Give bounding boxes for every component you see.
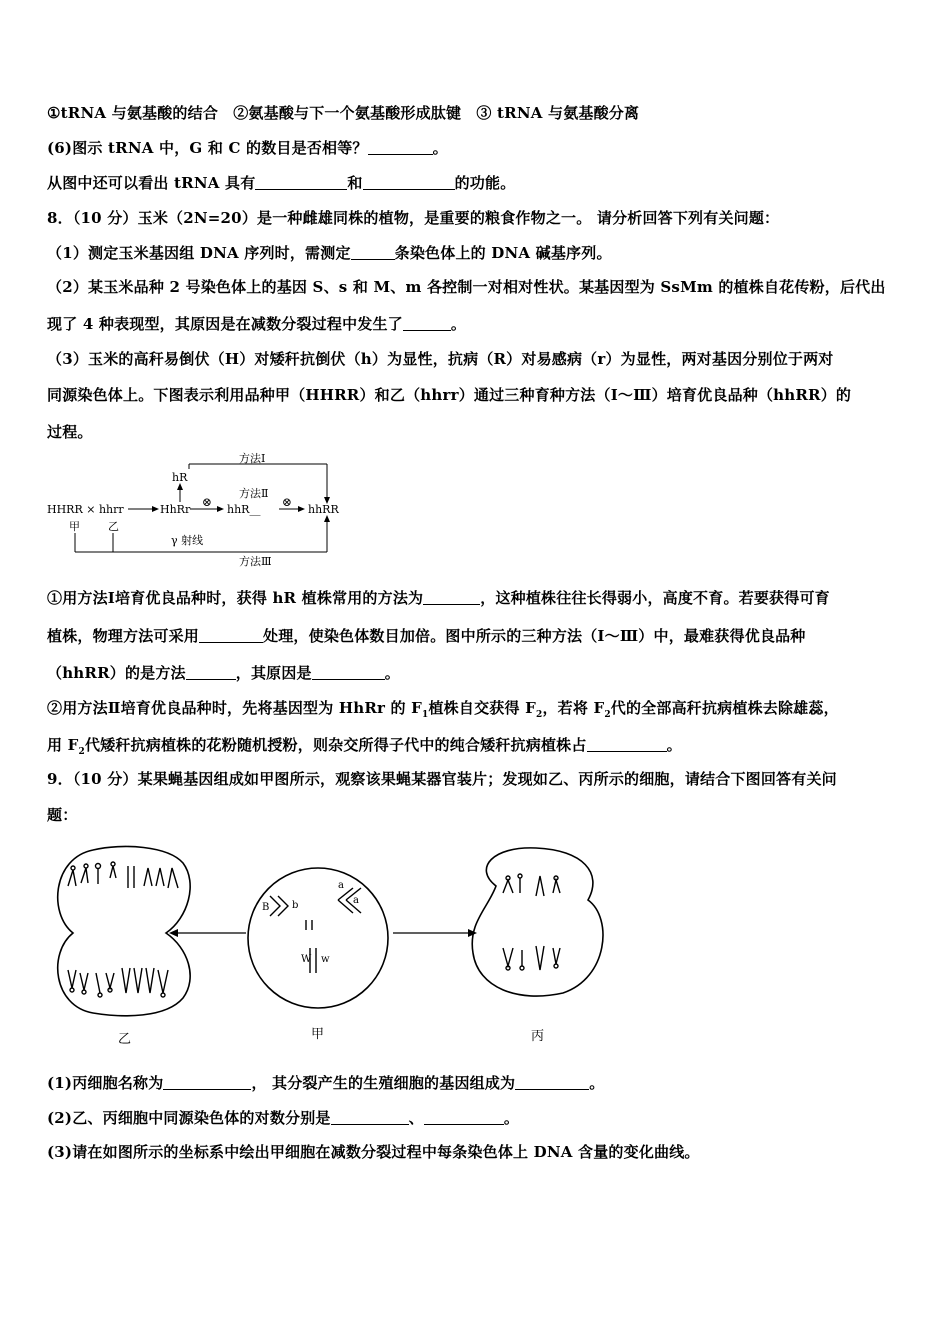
question-9-part-1: (1)丙细胞名称为 ， 其分裂产生的生殖细胞的基因组成为 。 [47,1074,605,1092]
question-9-title-line2: 题： [47,806,78,824]
selfing-symbol-1: ⊗ [202,495,213,509]
gene-b-label: b [292,900,299,911]
bing-chromosomes [503,874,560,970]
hhR-label: hhR__ [227,503,261,516]
yi-label: 乙 [108,520,119,533]
question-8-title: 8．（10 分）玉米（2N=20）是一种雌雄同株的植物，是重要的粮食作物之一。 请分析回答下列有关问题： [47,209,780,227]
gene-W-label: W [301,954,312,965]
answer-blank[interactable] [424,1110,504,1125]
question-8-sub-2-line2: 用 $F_2$代矮秆抗病植株的花粉随机授粉，则杂交所得子代中的纯合矮秆抗病植株占 。 [47,736,682,757]
answer-blank[interactable] [163,1075,251,1090]
trna-function-line: 从图中还可以看出 tRNA 具有 和 的功能。 [47,174,516,192]
jia-label: 甲 [69,520,80,533]
hR-label: hR [172,471,188,484]
yi-cell-label: 乙 [118,1032,132,1047]
answer-blank[interactable] [312,665,385,680]
bing-cell-label: 丙 [531,1029,545,1044]
answer-blank[interactable] [331,1110,409,1125]
answer-blank[interactable] [363,175,455,190]
gene-B-label: B [262,902,270,913]
method-1-label: 方法Ⅰ [239,452,266,465]
selfing-symbol-2: ⊗ [282,495,293,509]
jia-cell-label: 甲 [311,1027,325,1042]
jia-cell-membrane [248,868,388,1008]
answer-blank[interactable] [403,316,451,331]
jia-chromosomes [270,888,361,973]
answer-blank[interactable] [423,590,480,605]
parents-label: HHRR × hhrr [47,503,124,516]
question-8-sub-1-line2: 植株，物理方法可采用 处理，使染色体数目加倍。图中所示的三种方法（Ⅰ～Ⅲ）中，最难获得优良品种 [47,627,806,645]
fruit-fly-cell-diagram [48,838,608,1053]
answer-blank[interactable] [368,140,433,155]
answer-blank[interactable] [186,665,236,680]
answer-blank[interactable] [199,628,263,643]
answer-blank[interactable] [255,175,347,190]
question-8-part-2-line1: （2）某玉米品种 2 号染色体上的基因 S、s 和 M、m 各控制一对相对性状。某基因型为 SsMm 的植株自花传粉，后代出 [47,278,886,296]
question-8-sub-1-line1: ①用方法Ⅰ培育优良品种时，获得 hR 植株常用的方法为 ，这种植株往往长得弱小，高度不育。若要获得可育 [47,589,830,607]
target-label: hhRR [308,503,339,516]
method-3-label: 方法Ⅲ [239,555,272,568]
breeding-methods-diagram [44,447,354,572]
question-8-part-3-line2: 同源染色体上。下图表示利用品种甲（HHRR）和乙（hhrr）通过三种育种方法（Ⅰ～Ⅲ）培育优良品种（hhRR）的 [47,386,852,404]
question-8-part-3-line3: 过程。 [47,423,93,441]
yi-top-chromosomes [68,862,178,888]
question-9-title-line1: 9．（10 分）某果蝇基因组成如甲图所示，观察该果蝇某器官装片；发现如乙、丙所示的细胞，请结合下图回答有关问 [47,770,837,788]
answer-blank[interactable] [515,1075,589,1090]
question-8-part-3-line1: （3）玉米的高秆易倒伏（H）对矮秆抗倒伏（h）为显性，抗病（R）对易感病（r）为显性，两对基因分别位于两对 [47,350,834,368]
question-8-sub-1-line3: （hhRR）的是方法 ，其原因是 。 [47,664,400,682]
bing-cell-membrane [472,848,603,996]
question-8-sub-2-line1: ②用方法Ⅱ培育优良品种时，先将基因型为 HhRr 的 $F_1$植株自交获得 $F_2$，若将 $F_2$代的全部高秆抗病植株去除雄蕊， [47,699,839,720]
question-8-part-2-line2: 现了 4 种表现型，其原因是在减数分裂过程中发生了 。 [47,315,467,333]
question-8-part-1: （1）测定玉米基因组 DNA 序列时，需测定 条染色体上的 DNA 碱基序列。 [47,244,612,262]
question-6-line: (6)图示 tRNA 中，G 和 C 的数目是否相等？ 。 [47,139,448,157]
question-9-part-2: (2)乙、丙细胞中同源染色体的对数分别是 、 。 [47,1109,520,1127]
question-9-part-3: (3)请在如图所示的坐标系中绘出甲细胞在减数分裂过程中每条染色体上 DNA 含量的变化曲线。 [47,1143,700,1161]
method-2-label: 方法Ⅱ [239,487,269,500]
gamma-ray-label: γ 射线 [171,534,204,547]
answer-blank[interactable] [587,737,667,752]
gene-a-label-1: a [338,880,344,891]
f1-label: HhRr [160,503,191,516]
gene-a-label-2: a [353,895,359,906]
yi-cell-membrane [58,846,190,1015]
gene-w-label: w [321,954,330,965]
answer-blank[interactable] [351,245,395,260]
yi-bottom-chromosomes [68,968,168,997]
text-line-options: ①tRNA 与氨基酸的结合 ②氨基酸与下一个氨基酸形成肽键 ③ tRNA 与氨基酸分离 [47,104,640,122]
